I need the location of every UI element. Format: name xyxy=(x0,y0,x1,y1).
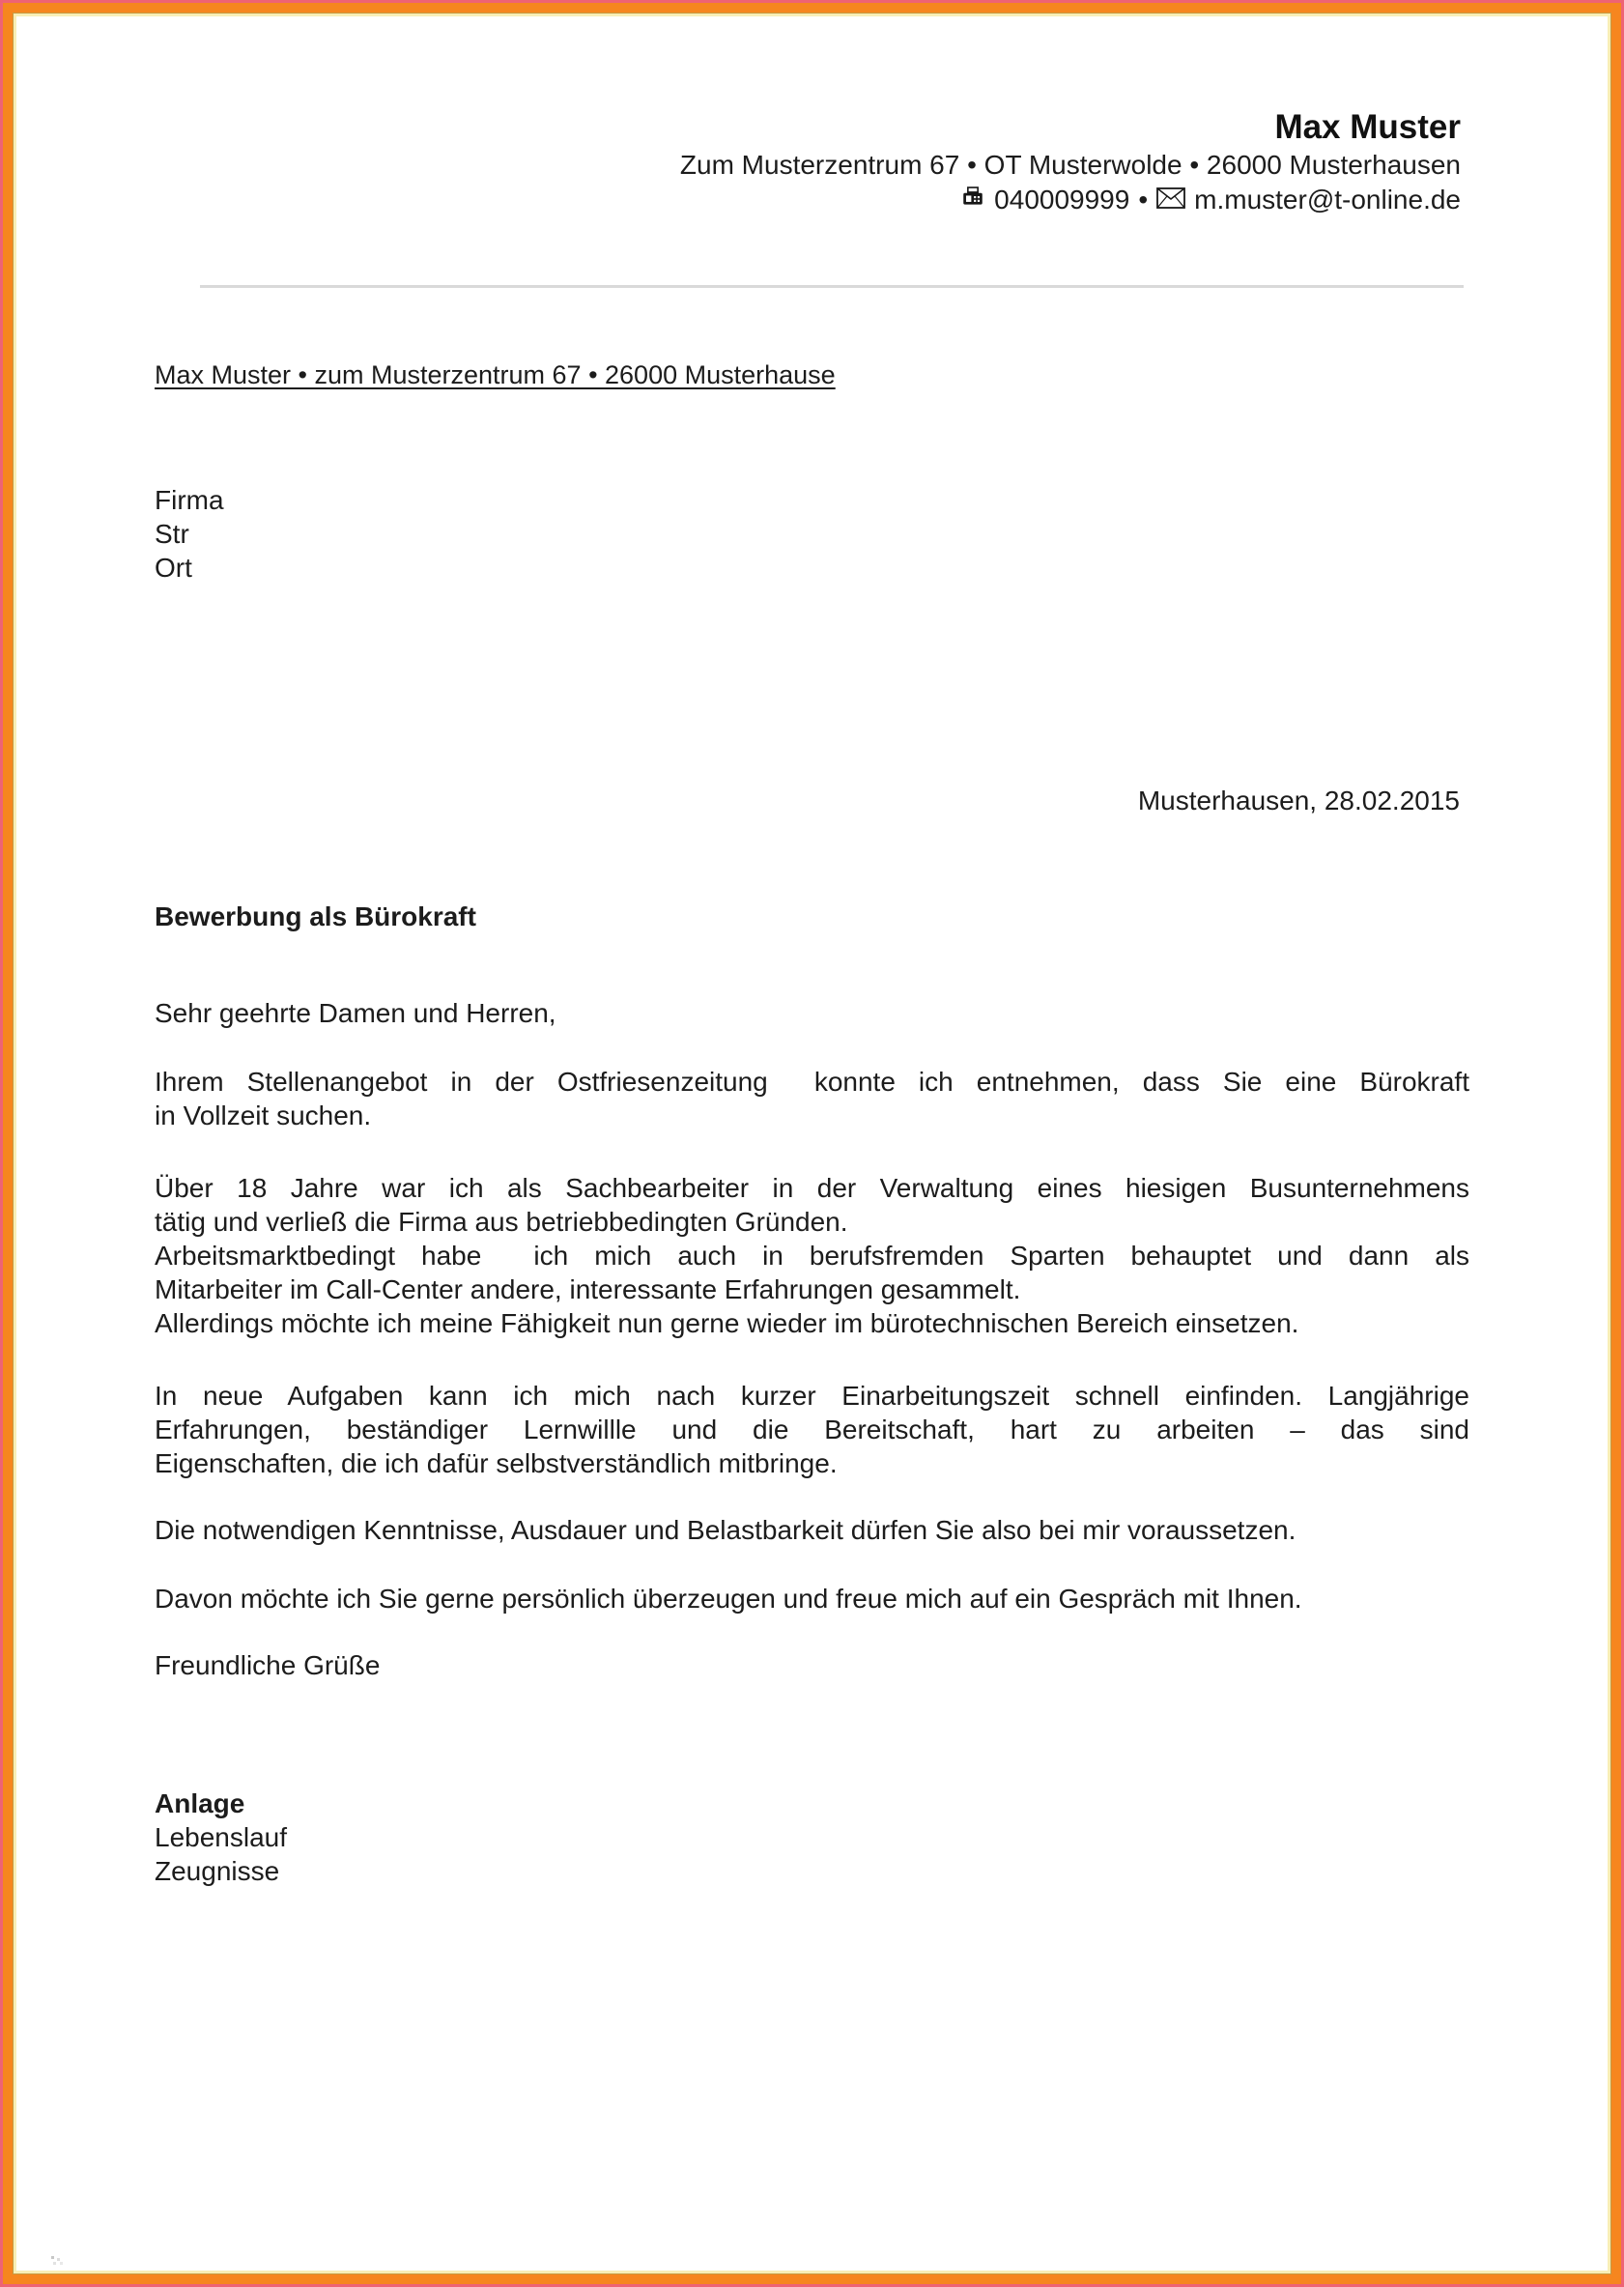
body-line: In neue Aufgaben kann ich mich nach kurzer Einarbeitungszeit schnell einfinden. Langjährige xyxy=(155,1381,1469,1411)
enclosures-block xyxy=(155,1787,1469,1888)
body-line: Freundliche Grüße xyxy=(155,1650,381,1680)
recipient-street: Str xyxy=(155,519,189,549)
letter-sheet xyxy=(16,16,1608,2271)
scan-artifact-mark xyxy=(51,2256,54,2259)
sender-address-line: Zum Musterzentrum 67 • OT Musterwolde • 26000 Musterhausen xyxy=(679,150,1461,180)
body-line: Die notwendigen Kenntnisse, Ausdauer und Belastbarkeit dürfen Sie also bei mir voraussetzen. xyxy=(155,1515,1296,1545)
sender-phone: 040009999 xyxy=(994,185,1130,214)
body-line: Über 18 Jahre war ich als Sachbearbeiter in der Verwaltung eines hiesigen Busunternehmens xyxy=(155,1173,1469,1203)
body-paragraph-3 xyxy=(155,1379,1469,1480)
enclosure-item-certificates: Zeugnisse xyxy=(155,1856,280,1886)
header-divider-rule xyxy=(200,285,1464,288)
body-line: tätig und verließ die Firma aus betriebbedingten Gründen. xyxy=(155,1207,848,1237)
recipient-address-block xyxy=(155,483,1469,585)
enclosure-item-cv: Lebenslauf xyxy=(155,1822,288,1852)
sender-contact-line xyxy=(155,183,1461,217)
return-address-line: Max Muster • zum Musterzentrum 67 • 26000 Musterhause xyxy=(155,360,836,389)
frame-cream-border xyxy=(14,14,1610,2273)
recipient-city: Ort xyxy=(155,553,192,583)
enclosures-title: Anlage xyxy=(155,1788,245,1818)
body-line: Davon möchte ich Sie gerne persönlich überzeugen und freue mich auf ein Gespräch mit Ihnen. xyxy=(155,1584,1302,1614)
body-line: Allerdings möchte ich meine Fähigkeit nun gerne wieder im bürotechnischen Bereich einsetzen. xyxy=(155,1308,1299,1338)
body-paragraph-1 xyxy=(155,1065,1469,1132)
body-line: in Vollzeit suchen. xyxy=(155,1101,372,1130)
body-line: Arbeitsmarktbedingt habe ich mich auch in berufsfremden Sparten behauptet und dann als xyxy=(155,1241,1469,1271)
body-line: Erfahrungen, beständiger Lernwillle und die Bereitschaft, hart zu arbeiten – das sind xyxy=(155,1415,1469,1444)
body-paragraph-4 xyxy=(155,1513,1469,1547)
place-and-date: Musterhausen, 28.02.2015 xyxy=(1137,786,1460,815)
body-paragraph-2 xyxy=(155,1171,1469,1340)
subject-line: Bewerbung als Bürokraft xyxy=(155,901,476,931)
frame-orange-border xyxy=(3,3,1621,2284)
sender-name: Max Muster xyxy=(1274,108,1461,146)
email-envelope-icon xyxy=(1156,183,1185,217)
body-line: Ihrem Stellenangebot in der Ostfriesenzeitung konnte ich entnehmen, dass Sie eine Bürokraft xyxy=(155,1067,1469,1097)
salutation: Sehr geehrte Damen und Herren, xyxy=(155,998,556,1028)
sender-email: m.muster@t-online.de xyxy=(1194,185,1461,214)
contact-separator-bullet: • xyxy=(1138,185,1149,214)
closing-phrase xyxy=(155,1648,1469,1682)
body-paragraph-5 xyxy=(155,1582,1469,1615)
body-line: Eigenschaften, die ich dafür selbstverständlich mitbringe. xyxy=(155,1448,838,1478)
body-line: Mitarbeiter im Call-Center andere, interessante Erfahrungen gesammelt. xyxy=(155,1274,1021,1304)
recipient-company: Firma xyxy=(155,485,224,515)
letterhead xyxy=(155,107,1461,217)
phone-icon xyxy=(960,183,985,217)
frame-gold-line xyxy=(13,13,1611,2274)
